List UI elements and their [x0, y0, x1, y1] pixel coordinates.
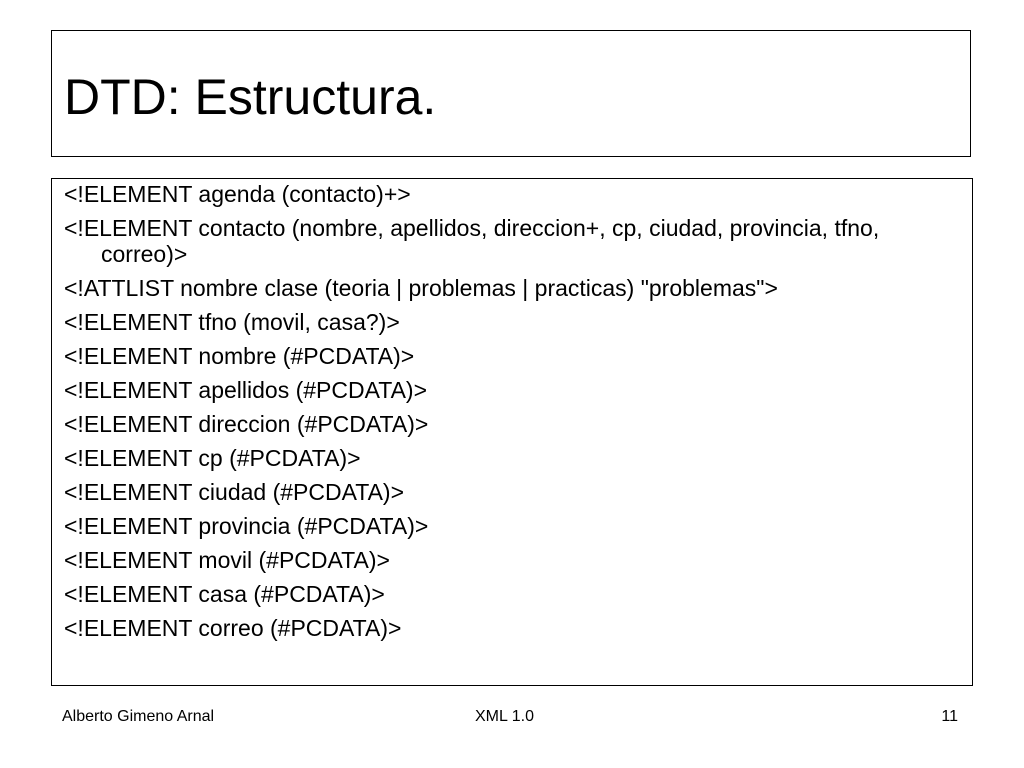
slide-title: DTD: Estructura.: [64, 69, 437, 125]
page-number: 11: [941, 708, 958, 725]
dtd-line: <!ELEMENT cp (#PCDATA)>: [64, 445, 361, 471]
dtd-line: <!ELEMENT apellidos (#PCDATA)>: [64, 377, 428, 403]
dtd-line: <!ELEMENT provincia (#PCDATA)>: [64, 513, 429, 539]
content-box: [51, 178, 973, 686]
dtd-line: <!ELEMENT correo (#PCDATA)>: [64, 615, 402, 641]
footer-author: Alberto Gimeno Arnal: [62, 708, 215, 725]
footer-center: XML 1.0: [475, 708, 534, 725]
dtd-line: <!ELEMENT direccion (#PCDATA)>: [64, 411, 429, 437]
title-box: [51, 30, 971, 157]
dtd-line: <!ELEMENT casa (#PCDATA)>: [64, 581, 385, 607]
dtd-lines: [64, 181, 964, 649]
dtd-line: <!ELEMENT ciudad (#PCDATA)>: [64, 479, 405, 505]
dtd-line: <!ELEMENT tfno (movil, casa?)>: [64, 309, 400, 335]
dtd-line: <!ELEMENT contacto (nombre, apellidos, direccion+, cp, ciudad, provincia, tfno, correo)>: [64, 215, 880, 267]
dtd-line: <!ATTLIST nombre clase (teoria | problemas | practicas) "problemas">: [64, 275, 778, 301]
dtd-line: <!ELEMENT agenda (contacto)+>: [64, 181, 411, 207]
dtd-line: <!ELEMENT nombre (#PCDATA)>: [64, 343, 415, 369]
dtd-line: <!ELEMENT movil (#PCDATA)>: [64, 547, 390, 573]
